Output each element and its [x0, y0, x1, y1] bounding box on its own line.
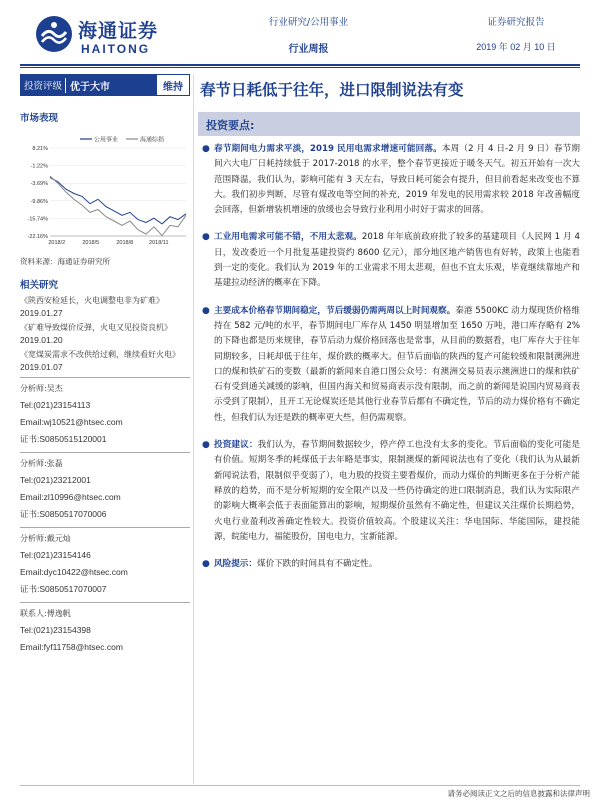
- analyst-tel: Tel:(021)23154398: [20, 625, 91, 635]
- y-tick-label: -15.74%: [27, 216, 48, 223]
- chart-source: 资料来源：海通证券研究所: [20, 257, 110, 266]
- analyst-email: Email:fyf11758@htsec.com: [20, 642, 123, 652]
- analyst-block: [20, 377, 190, 448]
- analyst-name: 联系人:傅逸帆: [20, 609, 71, 618]
- key-point-text: 秦港 5500KC 动力煤现货价格维持在 582 元/吨的水平，春节期间电厂库存从 1450 明显增加至 1650 万吨，港口库存略有 2%的下降也都是历来规律，春节后动力煤价格回落也是常事，从目前的数据看，电厂库存大于往年同期较多，日耗却低于往年，煤价跌的概率大。但节后面临的陕西的复产可能较缓和限制澳洲进口的煤和铁矿石的变数（最新的新闻来自港口图公众号：有澳洲交易员表示澳洲进口的煤和铁矿石有受到通关减缓的影响，但国内海关和贸易商表示没有限制，而之前的新闻是说国内贸易商表示受到了限制），且开工无论煤炭还是其他行业春节后都有不确定性，节后的动力煤价格有不确定性，但我们认为还是跌的概率更大些，但仍需观察。: [214, 305, 580, 423]
- key-point-lead: 投资建议：: [214, 440, 258, 451]
- key-point-lead: 工业用电需求可能不错，不用太悲观。: [214, 232, 362, 243]
- x-tick-label: 2018/5: [82, 240, 100, 246]
- rating-change: 维持: [156, 74, 190, 96]
- logo-english-name: HAITONG: [81, 42, 151, 56]
- bullet-icon: ●: [202, 559, 210, 570]
- column-divider: [193, 74, 194, 784]
- key-point-text: 我们认为，春节期间数据较少，停产停工也没有太多的变化。节后面临的变化可能是有价值。短期冬季的耗煤低于去年略是事实，限制澳煤的新闻说法也有了变化（我们认为从最新新闻说法看，限制似乎变弱了），电力股的投资主要看煤价，而动力煤价的判断更多在于分析产能释放的趋势，而不是分析短期的安全限产以及一些仍待确定的进口限制消息，我们认为实际限产的影响大概率会低于表面能算出的影响，短期煤价虽然有不确定性，但建议关注煤价长期趋势，火电行业盈利改善确定性较大。投资价值较高。个股建议关注：华电国际、华能国际，建投能源，皖能电力，福能股份，国电电力，宝新能源。: [214, 440, 580, 542]
- legend-label: 公用事业: [94, 136, 119, 144]
- analyst-separator: [20, 602, 190, 603]
- key-point-text: 2018 年年底前政府批了较多的基建项目（人民网 1 月 4 日，发改委近一个月批复基建投资约 8600 亿元），部分地区地产销售也有好转，政策上也能看到一定的变化。我们认为 2019 年的工业需求不用太悲观，但也不宜太乐观，毕竟继续靠地产和基建拉动经济的概率在下降。: [214, 232, 580, 289]
- analyst-block: [20, 602, 190, 656]
- analyst-separator: [20, 527, 190, 528]
- y-tick-label: -22.16%: [27, 234, 48, 240]
- logo-chinese-name: 海通证券: [78, 20, 159, 42]
- analyst-name: 分析师:吴杰: [20, 384, 63, 393]
- related-research-item-title: 《宽煤炭需求不改供给过剩，继续看好火电》: [20, 350, 180, 359]
- y-tick-label: 8.21%: [32, 146, 48, 152]
- analyst-email: Email:dyc10422@htsec.com: [20, 567, 128, 577]
- header-category-block: [256, 14, 361, 55]
- report-category: 行业研究/公用事业: [268, 17, 349, 28]
- analyst-cert: 证书:S0850515120001: [20, 434, 107, 444]
- related-research-item-title: 《矿难导致煤价反弹，火电又见投资良机》: [20, 323, 172, 332]
- analyst-tel: Tel:(021)23154113: [20, 400, 91, 410]
- related-research-list: [20, 295, 190, 373]
- analyst-email: Email:zl10996@htsec.com: [20, 492, 121, 502]
- report-title: 春节日耗低于往年，进口限制说法有变: [200, 80, 464, 99]
- related-research-item-date: 2019.01.27: [20, 308, 63, 318]
- bullet-icon: ●: [202, 232, 210, 243]
- key-points-body: [200, 142, 580, 584]
- key-point-paragraph: [200, 304, 580, 426]
- header-divider-thin: [20, 67, 580, 68]
- y-tick-label: -1.22%: [30, 163, 48, 170]
- key-point-lead: 风险提示：: [214, 559, 257, 570]
- report-type: 证券研究报告: [487, 17, 545, 28]
- haitong-logo: [34, 12, 184, 64]
- key-point-text: 煤价下跌的时间具有不确定性。: [256, 559, 378, 570]
- analyst-separator: [20, 452, 190, 453]
- analyst-block: [20, 527, 190, 598]
- related-research-item: [20, 349, 190, 373]
- key-point-lead: 春节期间电力需求平淡，2019 民用电需求增速可能回落。: [214, 144, 442, 154]
- related-research-item: [20, 295, 190, 319]
- key-point-paragraph: [200, 230, 580, 291]
- x-tick-label: 2018/2: [48, 240, 66, 246]
- key-points-bar: [198, 112, 580, 136]
- key-point-paragraph: [200, 438, 580, 545]
- analyst-cert: 证书:S0850517070006: [20, 509, 107, 519]
- related-research-item-date: 2019.01.20: [20, 335, 63, 345]
- bullet-icon: ●: [202, 144, 210, 154]
- series-line: [50, 176, 186, 235]
- market-performance-title: 市场表现: [20, 113, 59, 124]
- analyst-tel: Tel:(021)23154146: [20, 550, 91, 560]
- footer-disclaimer: 请务必阅读正文之后的信息披露和法律声明: [447, 789, 590, 798]
- y-tick-label: -9.86%: [30, 198, 48, 205]
- x-tick-label: 2018/8: [116, 240, 134, 246]
- key-points-heading: 投资要点:: [206, 119, 255, 132]
- rating-label: 投资评级: [24, 81, 63, 92]
- market-line-chart: [20, 132, 190, 250]
- analyst-name: 分析师:戴元灿: [20, 534, 71, 543]
- market-chart: [20, 132, 190, 250]
- analyst-tel: Tel:(021)23212001: [20, 475, 91, 485]
- bullet-icon: ●: [202, 305, 210, 316]
- rating-bar: [20, 74, 190, 96]
- left-sidebar: [20, 74, 190, 376]
- footer-divider: [20, 785, 580, 786]
- related-research-item-date: 2019.01.07: [20, 362, 63, 372]
- analyst-cert: 证书:S0850517070007: [20, 584, 107, 594]
- rating-value: 优于大市: [65, 78, 114, 93]
- related-research-item-title: 《陕西安检延长，火电调整电非为矿难》: [20, 296, 164, 305]
- key-point-text: 本周（2 月 4 日-2 月 9 日）春节期间六大电厂日耗持续低于 2017-2018 的水平，整个春节更接近于暖冬天气。初五开始有一次大范围降温，我们认为，影响可能有 3 天左右，导致日耗可能会有提升，但目前看起来改变也不算大。我们初步判断，尽管有煤改电等空间的补充，2019 年发电的民用需求较 2018 年改善幅度会回落，但新增装机增速的放缓也会导致行业利用小时好于需求的回落。: [214, 144, 580, 216]
- key-point-lead: 主要成本价格春节期间稳定，节后缓弱仍需两周以上时间观察。: [214, 305, 456, 316]
- related-research-item: [20, 322, 190, 346]
- y-tick-label: -3.69%: [30, 181, 48, 188]
- analyst-email: Email:wj10521@htsec.com: [20, 417, 123, 427]
- key-point-paragraph: [200, 142, 580, 218]
- header-divider: [20, 64, 580, 66]
- bullet-icon: ●: [202, 440, 210, 451]
- report-kind: 行业周报: [288, 44, 329, 55]
- x-tick-label: 2018/11: [149, 240, 169, 246]
- analyst-name: 分析师:张磊: [20, 459, 63, 468]
- analyst-list: [20, 376, 190, 660]
- related-research-title: 相关研究: [20, 280, 59, 291]
- header-type-block: [466, 14, 566, 53]
- report-header: [0, 0, 600, 70]
- analyst-separator: [20, 377, 190, 378]
- analyst-block: [20, 452, 190, 523]
- haitong-logo-icon: [34, 14, 74, 54]
- report-date: 2019 年 02 月 10 日: [476, 42, 556, 52]
- legend-label: 海通综指: [140, 136, 165, 144]
- key-point-paragraph: [200, 557, 580, 572]
